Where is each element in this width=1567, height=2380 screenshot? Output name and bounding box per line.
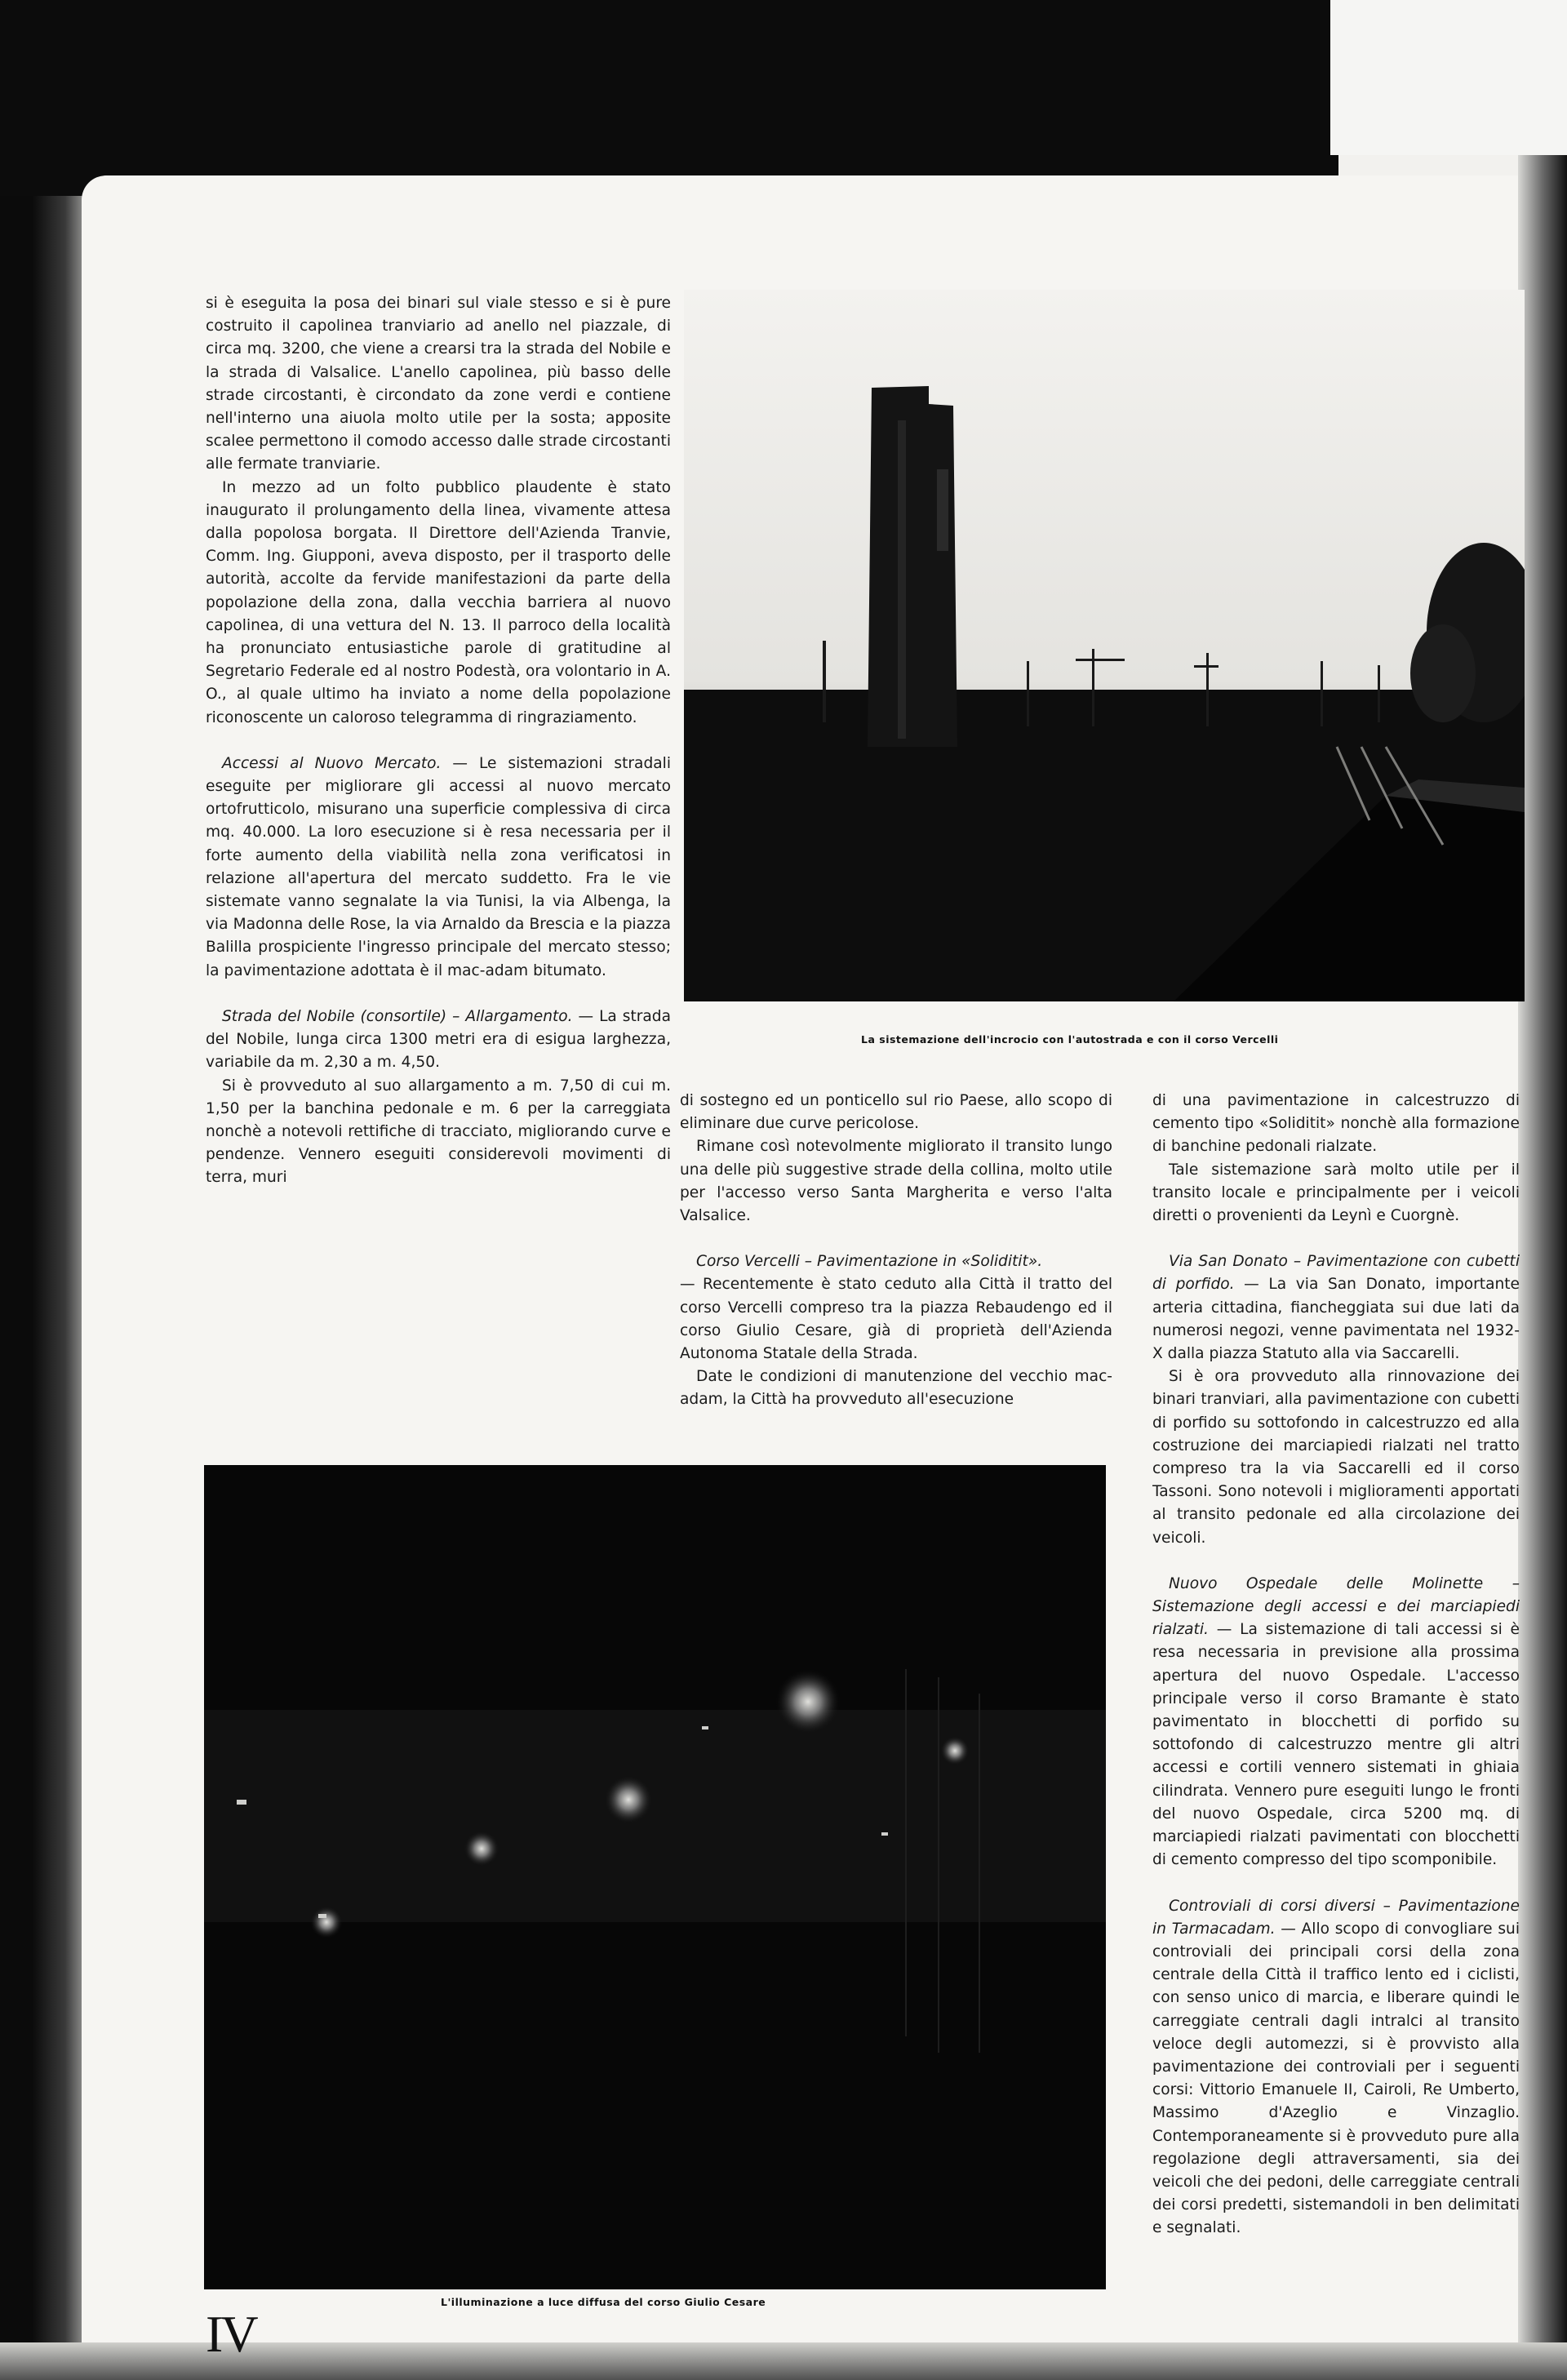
scan-right-edge (1518, 155, 1567, 2380)
section-heading: Corso Vercelli – Pavimentazione in «Soliditit». (696, 1253, 1043, 1271)
page-number: IV (206, 2305, 256, 2363)
section-molinette (1152, 1573, 1520, 1872)
photo-caption: La sistemazione dell'incrocio con l'autostrada e con il corso Vercelli (861, 1033, 1279, 1046)
paragraph: Rimane così notevolmente migliorato il transito lungo una delle più suggestive strade della collina, molto utile per l'accesso verso Santa Margherita e verso l'alta Valsalice. (680, 1138, 1112, 1225)
paragraph: In mezzo ad un folto pubblico plaudente è stato inaugurato il prolungamento della linea, vivamente attesa dalla popolosa borgata. Il Direttore dell'Azienda Tranvie, Comm. Ing. Giupponi, aveva disposto, per il trasporto delle autorità, accolte da fervide manifestazioni da parte della popolazione della zona, dalla vecchia barriera al nuovo capolinea, di una vettura del N. 13. Il parroco della località ha pronunciato entusiastiche parole di gratitudine al Segretario Federale ed al nostro Podestà, ora volontario in A. O., al quale ultimo ha inviato a nome della popolazione riconoscente un caloroso telegramma di ringraziamento. (206, 478, 671, 726)
section-strada-nobile (206, 1006, 671, 1075)
section-heading: Controviali di corsi diversi – Pavimentazione in Tarmacadam. (1152, 1897, 1520, 1938)
paragraph: Tale sistemazione sarà molto utile per il transito locale e principalmente per i veicoli diretti o provenienti da Leynì e Cuorgnè. (1152, 1161, 1520, 1225)
text-column-middle (680, 1090, 1112, 1412)
paragraph: Si è provveduto al suo allargamento a m. 7,50 di cui m. 1,50 per la banchina pedonale e m. 6 per la carreggiata nonchè a notevoli rettifiche di tracciato, migliorando curve e pendenze. Vennero eseguiti considerevoli movimenti di terra, muri (206, 1077, 671, 1187)
section-heading: Accessi al Nuovo Mercato. (222, 754, 442, 772)
photo-night-image (204, 1465, 1106, 2289)
section-heading: Nuovo Ospedale delle Molinette – Sistemazione degli accessi e dei marciapiedi rialzati. (1152, 1574, 1520, 1639)
photo-night-lighting (204, 1465, 1106, 2289)
section-body: — Le sistemazioni stradali eseguite per migliorare gli accessi al nuovo mercato ortofrutticolo, misurano una superficie complessiva di circa mq. 40.000. La loro esecuzione si è resa necessaria per il forte aumento della viabilità nella zona verificatosi in relazione all'apertura del mercato suddetto. Fra le vie sistemate vanno segnalate la via Tunisi, la via Albenga, la via Madonna delle Rose, la via Arnaldo da Brescia e la piazza Balilla prospiciente l'ingresso principale del mercato stesso; la pavimentazione adottata è il mac-adam bitumato. (206, 754, 671, 979)
paragraph: Date le condizioni di manutenzione del vecchio mac-adam, la Città ha provveduto all'esecuzione (680, 1368, 1112, 1409)
section-body: — La sistemazione di tali accessi si è resa necessaria in previsione alla prossima apertura del nuovo Ospedale. L'accesso principale verso il corso Bramante è stato pavimentato in blocchetti di porfido su sottofondo di calcestruzzo mentre gli altri accessi e cortili vennero sistemati in ghiaia cilindrata. Vennero pure eseguiti lungo le fronti del nuovo Ospedale, circa 5200 mq. di marciapiedi rialzati pavimentati con blocchetti di cemento compresso del tipo scomponibile. (1152, 1621, 1520, 1869)
paragraph: di sostegno ed un ponticello sul rio Paese, allo scopo di eliminare due curve pericolose. (680, 1092, 1112, 1133)
text-column-right (1152, 1090, 1520, 2240)
section-body: — La strada del Nobile, lunga circa 1300 metri era di esigua larghezza, variabile da m. 2,30 a m. 4,50. (206, 1007, 672, 1072)
section-controviali (1152, 1895, 1520, 2240)
photo-caption: L'illuminazione a luce diffusa del corso Giulio Cesare (441, 2296, 766, 2308)
text-column-left (206, 292, 671, 1190)
paragraph: di una pavimentazione in calcestruzzo di cemento tipo «Soliditit» nonchè alla formazione di banchine pedonali rialzate. (1152, 1092, 1520, 1156)
photo-crossroads-image (684, 290, 1525, 1001)
paragraph: Si è ora provveduto alla rinnovazione dei binari tranviari, alla pavimentazione con cubetti di porfido su sottofondo in calcestruzzo ed alla costruzione dei marciapiedi rialzati nel tratto compreso tra la via Saccarelli ed il corso Tassoni. Sono notevoli i miglioramenti apportati al transito pedonale ed alla circolazione dei veicoli. (1152, 1368, 1520, 1547)
section-body: — Recentemente è stato ceduto alla Città il tratto del corso Vercelli compreso tra la piazza Rebaudengo ed il corso Giulio Cesare, già di proprietà dell'Azienda Autonoma Statale della Strada. (680, 1276, 1112, 1363)
section-body: — La via San Donato, importante arteria cittadina, fiancheggiata sui due lati da numerosi negozi, venne pavimentata nel 1932-X dalla piazza Statuto alla via Saccarelli. (1152, 1276, 1520, 1363)
section-heading: Via San Donato – Pavimentazione con cubetti di porfido. (1152, 1253, 1520, 1294)
section-heading: Strada del Nobile (consortile) – Allargamento. (222, 1007, 573, 1025)
section-body: — Allo scopo di convogliare sui controviali dei principali corsi della zona centrale della Città il traffico lento ed i ciclisti, con senso unico di marcia, e liberare quindi le carreggiate centrali dagli intralci al transito veloce degli automezzi, si è provvisto alla pavimentazione dei controviali per i seguenti corsi: Vittorio Emanuele II, Cairoli, Re Umberto, Massimo d'Azeglio e Vinzaglio. Contemporaneamente si è provveduto pure alla regolazione degli attraversamenti, sia dei veicoli che dei pedoni, delle carreggiate centrali dei corsi predetti, sistemandoli in ben delimitati e segnalati. (1152, 1920, 1520, 2237)
scan-top-right-margin (1330, 0, 1567, 155)
photo-crossroads-tower (684, 290, 1525, 1001)
scan-top-band (0, 0, 1338, 196)
section-accessi-mercato (206, 753, 671, 983)
paragraph: si è eseguita la posa dei binari sul viale stesso e si è pure costruito il capolinea tranviario ad anello nel piazzale, di circa mq. 3200, che viene a crearsi tra la strada del Nobile e la strada di Valsalice. L'anello capolinea, più basso delle strade circostanti, è circondato da zone verdi e contiene nell'interno una aiuola molto utile per la sosta; apposite scalee permettono il comodo accesso dalle strade circostanti alle fermate tranviarie. (206, 295, 671, 473)
section-san-donato (1152, 1250, 1520, 1365)
